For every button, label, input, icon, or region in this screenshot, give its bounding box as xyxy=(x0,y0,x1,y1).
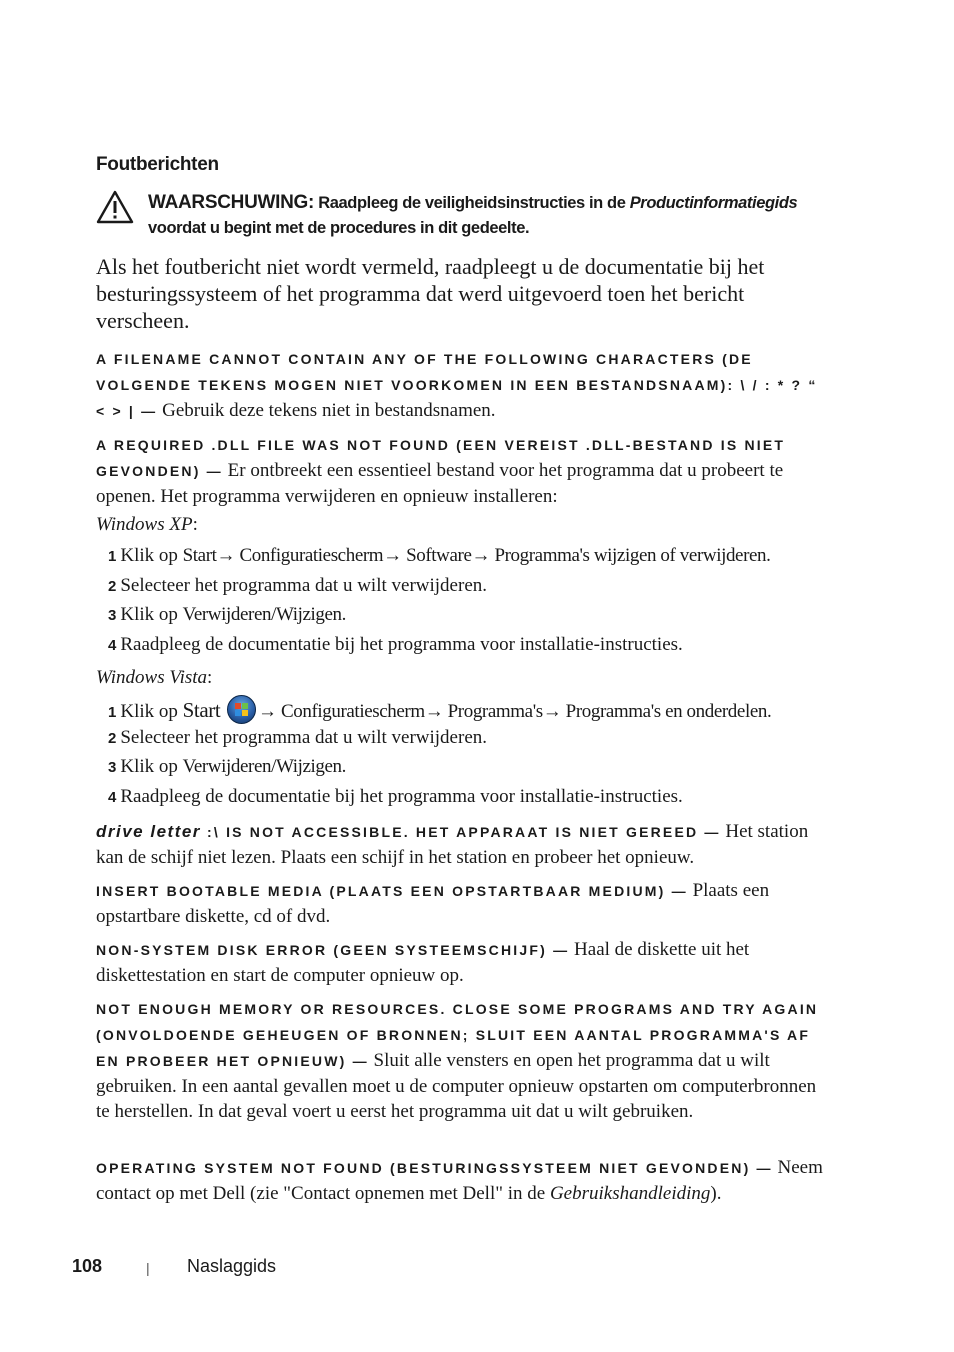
error-message: OPERATING SYSTEM NOT FOUND (BESTURINGSSYSTEEM NIET GEVONDEN) — xyxy=(96,1160,773,1176)
error-description: Plaats een opstartbare diskette, cd of dvd. xyxy=(96,880,770,927)
vista-step-4: 4 Raadpleeg de documentatie bij het programma voor installatie-instructies. xyxy=(108,786,683,807)
vista-step-1: 1 Klik op Start → Configuratiescherm→ Programma's→ Programma's en onderdelen. xyxy=(108,695,772,724)
warning-triangle-icon xyxy=(96,190,134,224)
error-description: Er ontbreekt een essentieel bestand voor het programma dat u probeert te openen. Het programma verwijderen en opnieuw installeren: xyxy=(96,460,784,507)
start-label: Start xyxy=(182,698,221,722)
error-message: INSERT BOOTABLE MEDIA (PLAATS EEN OPSTARTBAAR MEDIUM) — xyxy=(96,883,688,899)
page-number: 108 xyxy=(72,1256,103,1276)
error-message-variable: drive letter xyxy=(96,822,201,841)
user-guide-title: Gebruikshandleiding xyxy=(549,1183,711,1204)
footer-separator: | xyxy=(146,1260,150,1276)
warning-text xyxy=(148,190,826,241)
warning-text-before: Raadpleeg de veiligheidsinstructies in de xyxy=(314,194,630,212)
error-entry-bootable xyxy=(96,878,826,929)
vista-step-2: 2 Selecteer het programma dat u wilt verwijderen. xyxy=(108,727,488,748)
error-message: NON-SYSTEM DISK ERROR (GEEN SYSTEEMSCHIJF) — xyxy=(96,942,570,958)
error-entry-filename xyxy=(96,346,826,424)
error-entry-memory xyxy=(96,996,826,1124)
section-heading: Foutberichten xyxy=(96,154,219,175)
warning-notice xyxy=(96,190,826,241)
error-message: :\ IS NOT ACCESSIBLE. HET APPARAAT IS NIET GEREED — xyxy=(200,824,721,840)
vista-step-3: 3 Klik op Verwijderen/Wijzigen. xyxy=(108,756,347,777)
error-description: Het station kan de schijf niet lezen. Plaats een schijf in het station en probeer het opnieuw. xyxy=(96,821,809,868)
menu-path: Start→ Configuratiescherm→ Software→ Programma's wijzigen of verwijderen xyxy=(182,545,767,566)
error-description: Haal de diskette uit het diskettestation en start de computer opnieuw op. xyxy=(96,939,750,986)
error-message: NOT ENOUGH MEMORY OR RESOURCES. CLOSE SOME PROGRAMS AND TRY AGAIN (ONVOLDOENDE GEHEUGEN OF BRONNEN; SLUIT EEN AANTAL PROGRAMMA'S AF EN PROBEER HET OPNIEUW) — xyxy=(96,1001,819,1069)
windows-start-icon xyxy=(227,695,256,724)
error-description: Neem contact op met Dell (zie "Contact opnemen met Dell" in de xyxy=(96,1157,823,1204)
xp-step-2: 2 Selecteer het programma dat u wilt verwijderen. xyxy=(108,575,488,596)
xp-step-4: 4 Raadpleeg de documentatie bij het programma voor installatie-instructies. xyxy=(108,634,683,655)
os-label-vista: Windows Vista: xyxy=(96,667,213,688)
menu-path: Verwijderen/Wijzigen xyxy=(182,604,342,625)
menu-path: → Configuratiescherm→ Programma's→ Programma's en onderdelen xyxy=(258,701,767,722)
xp-step-3: 3 Klik op Verwijderen/Wijzigen. xyxy=(108,604,347,625)
error-message: A FILENAME CANNOT CONTAIN ANY OF THE FOLLOWING CHARACTERS (DE VOLGENDE TEKENS MOGEN NIET VOORKOMEN IN EEN BESTANDSNAAM): \ / : * ? “ < > | — xyxy=(96,351,818,419)
error-description: Gebruik deze tekens niet in bestandsnamen. xyxy=(157,400,496,421)
warning-guide-title: Productinformatiegids xyxy=(629,194,798,212)
xp-step-1: 1 Klik op Start→ Configuratiescherm→ Software→ Programma's wijzigen of verwijderen. xyxy=(108,545,771,566)
os-label-xp: Windows XP: xyxy=(96,514,198,535)
error-entry-os: OPERATING SYSTEM NOT FOUND (BESTURINGSSYSTEEM NIET GEVONDEN) — Neem contact op met Dell (zie "Contact opnemen met Dell" in de Gebruikshandleiding). xyxy=(96,1157,823,1204)
menu-path: Verwijderen/Wijzigen xyxy=(182,756,342,777)
error-entry-drive xyxy=(96,819,826,870)
guide-name: Naslaggids xyxy=(187,1256,277,1276)
error-entry-dll xyxy=(96,432,826,509)
warning-label: WAARSCHUWING: xyxy=(148,192,315,213)
error-entry-nonsystem xyxy=(96,937,826,988)
intro-paragraph: Als het foutbericht niet wordt vermeld, raadpleegt u de documentatie bij het besturingssysteem of het programma dat werd uitgevoerd toen het bericht verscheen. xyxy=(96,254,765,333)
error-description: Sluit alle vensters en open het programma dat u wilt gebruiken. In een aantal gevallen moet u de computer opnieuw opstarten om computerbronnen te herstellen. In dat geval voert u eerst het programma uit dat u wilt gebruiken. xyxy=(96,1050,817,1122)
error-message: A REQUIRED .DLL FILE WAS NOT FOUND (EEN VEREIST .DLL-BESTAND IS NIET GEVONDEN) — xyxy=(96,437,786,479)
warning-text-after: voordat u begint met de procedures in dit gedeelte. xyxy=(148,219,530,237)
